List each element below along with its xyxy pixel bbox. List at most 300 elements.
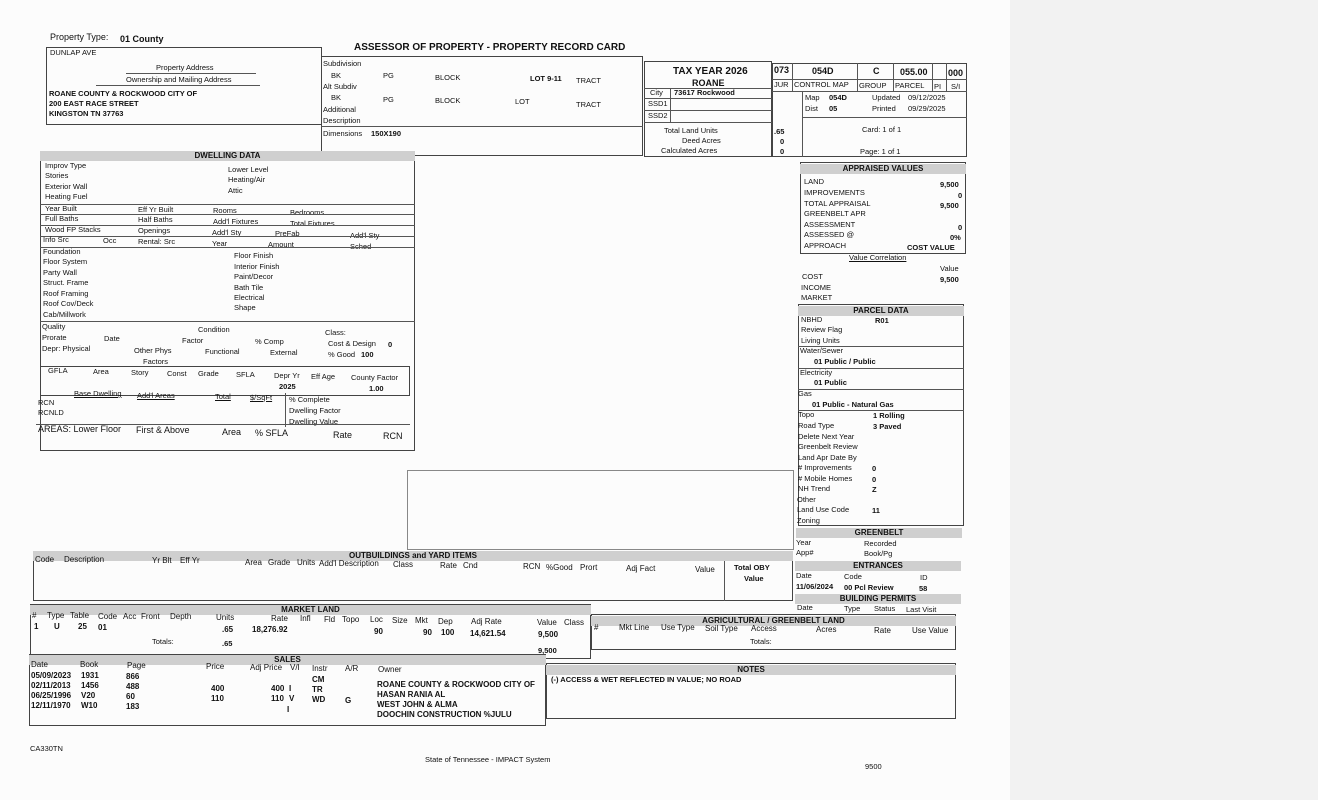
card-title: ASSESSOR OF PROPERTY - PROPERTY RECORD CARD — [354, 42, 626, 53]
parcel-electricity-label: Electricity — [800, 368, 833, 377]
dw-class: Class: — [325, 328, 346, 337]
dw-date: Date — [104, 334, 120, 343]
updated-label: Updated — [872, 93, 901, 102]
dw-cost-design: Cost & Design — [328, 339, 376, 348]
bh-sqft: $/SqFt — [250, 393, 273, 402]
dw-roof-cov: Roof Cov/Deck — [43, 299, 94, 308]
greenbelt-app: App# — [796, 548, 814, 557]
sales-adj-price: 110 — [271, 694, 284, 703]
owner-line-2: 200 EAST RACE STREET — [49, 99, 139, 108]
deed-acres-value: 0 — [780, 137, 785, 146]
parcel-improvements-label: # Improvements — [798, 463, 852, 472]
sales-title: SALES — [29, 655, 546, 665]
parcel-topo-label: Topo — [798, 410, 815, 419]
ml-h-loc: Loc — [370, 615, 383, 624]
parcel-nh-label: NH Trend — [798, 484, 831, 493]
property-address-label: Property Address — [156, 63, 214, 72]
ssd1-label: SSD1 — [648, 99, 668, 108]
ag-h-rate: Rate — [874, 626, 891, 635]
ml-dep: 100 — [441, 628, 455, 637]
dw-factor: Factor — [182, 336, 204, 345]
tract-label-2: TRACT — [576, 100, 601, 109]
sales-owner: DOOCHIN CONSTRUCTION %JULU — [377, 710, 512, 719]
appr-greenbelt-label: GREENBELT APR — [804, 209, 866, 218]
ml-num: 1 — [34, 622, 39, 631]
dw-pct-good: % Good — [328, 350, 356, 359]
ml-units: .65 — [222, 625, 234, 634]
corr-value-header: Value — [940, 264, 959, 273]
map-value: 054D — [829, 93, 847, 102]
ownership-label: Ownership and Mailing Address — [126, 75, 232, 84]
ml-h-value: Value — [537, 618, 557, 627]
ob-grade: Grade — [268, 558, 291, 567]
footer-code: 9500 — [865, 762, 882, 771]
appr-land-label: LAND — [804, 177, 825, 186]
dw-rental-src: Rental: Src — [138, 237, 176, 246]
permits-type: Type — [844, 604, 861, 613]
appr-assessment-value: 0 — [958, 223, 963, 232]
sales-h-owner: Owner — [378, 665, 402, 674]
ag-h-acres: Acres — [816, 625, 837, 634]
fh-area: Area — [93, 367, 109, 376]
sales-owner: HASAN RANIA AL — [377, 690, 446, 699]
sales-h-instr: Instr — [312, 664, 328, 673]
dw-addl-sty-2: Add'l Sty — [350, 231, 380, 240]
parcel-improvements-value: 0 — [872, 464, 877, 473]
parcel-title: PARCEL DATA — [798, 306, 964, 316]
dist-value: 05 — [829, 104, 838, 113]
dw-rcnld: RCNLD — [38, 408, 64, 417]
ml-h-depth: Depth — [170, 612, 192, 621]
dw-paint-decor: Paint/Decor — [234, 272, 274, 281]
dwelling-title: DWELLING DATA — [40, 151, 415, 161]
calc-acres-label: Calculated Acres — [661, 146, 718, 155]
sales-book: 1931 — [81, 671, 99, 680]
parcel-nbhd-label: NBHD — [801, 315, 823, 324]
ag-h-mkt-line: Mkt Line — [619, 623, 650, 632]
ob-units: Units — [297, 558, 316, 567]
dw-shape: Shape — [234, 303, 256, 312]
dist-label: Dist — [805, 104, 818, 113]
street-name: DUNLAP AVE — [50, 48, 97, 57]
additional-label: Additional — [323, 105, 356, 114]
parcel-electricity-value: 01 Public — [814, 378, 847, 387]
pg-label-2: PG — [383, 95, 394, 104]
ob-rcn: RCN — [523, 562, 541, 571]
sales-h-page: Page — [127, 661, 146, 670]
corr-cost-value: 9,500 — [940, 275, 959, 284]
ob-description: Description — [64, 555, 105, 564]
scan-margin — [1010, 0, 1318, 800]
sales-book: V20 — [81, 691, 96, 700]
parcel-nbhd-value: R01 — [875, 316, 889, 325]
ml-rate: 18,276.92 — [252, 625, 288, 634]
dw-bath-tile: Bath Tile — [234, 283, 264, 292]
dw-floor-finish: Floor Finish — [234, 251, 274, 260]
permits-title: BUILDING PERMITS — [795, 594, 961, 604]
dw-eff-yr-built: Eff Yr Built — [138, 205, 174, 214]
ml-h-class: Class — [564, 618, 585, 627]
dwelling-box — [40, 151, 415, 451]
parcel-water-value: 01 Public / Public — [814, 357, 876, 366]
areas-first-above: First & Above — [136, 425, 190, 435]
appr-assessed-value: 0% — [950, 233, 961, 242]
dw-prefab: PreFab — [275, 229, 300, 238]
areas-rcn: RCN — [383, 431, 403, 441]
property-type-value: 01 County — [120, 34, 164, 44]
subdivision-label: Subdivision — [323, 59, 362, 68]
appr-total-label: TOTAL APPRAISAL — [804, 199, 871, 208]
ag-h-soil-type: Soil Type — [705, 624, 738, 633]
parcel-gas-label: Gas — [798, 389, 812, 398]
page-count: Page: 1 of 1 — [860, 147, 901, 156]
tax-year: TAX YEAR 2026 — [673, 66, 748, 77]
sales-owner: WEST JOHN & ALMA — [377, 700, 458, 709]
sales-page: 488 — [126, 682, 140, 691]
ob-value: Value — [695, 565, 715, 574]
owner-line-1: ROANE COUNTY & ROCKWOOD CITY OF — [49, 89, 198, 98]
parcel-delete-next-year: Delete Next Year — [798, 432, 855, 441]
map-label: Map — [805, 93, 820, 102]
dw-improv-type: Improv Type — [45, 161, 87, 170]
sales-page: 60 — [126, 692, 135, 701]
appr-assessed-label: ASSESSED @ — [804, 230, 855, 239]
notes-title: NOTES — [546, 665, 956, 675]
ml-h-adj-rate: Adj Rate — [471, 617, 502, 626]
value-correlation-label: Value Correlation — [849, 253, 907, 262]
ml-mkt: 90 — [423, 628, 432, 637]
block-label-2: BLOCK — [435, 96, 461, 105]
sales-owner: ROANE COUNTY & ROCKWOOD CITY OF — [377, 680, 535, 689]
dw-depr-physical: Depr: Physical — [42, 344, 91, 353]
parcel-other: Other — [797, 495, 816, 504]
parcel-road-label: Road Type — [798, 421, 835, 430]
dw-pct-good-value: 100 — [361, 350, 374, 359]
ml-code: 01 — [98, 623, 107, 632]
parcel-living-units: Living Units — [801, 336, 840, 345]
areas-pct-sfla: % SFLA — [255, 428, 289, 438]
sales-date: 05/09/2023 — [31, 671, 72, 680]
printed-value: 09/29/2025 — [908, 104, 946, 113]
alt-subdiv-label: Alt Subdiv — [323, 82, 357, 91]
control-map-value: 054D — [812, 66, 834, 76]
parcel-value: 055.00 — [900, 67, 928, 77]
bk-label-1: BK — [331, 71, 342, 80]
dw-year-built: Year Built — [45, 204, 77, 213]
entrance-id: 58 — [919, 584, 928, 593]
fh-county-factor: County Factor — [351, 373, 399, 382]
ag-h-access: Access — [751, 624, 777, 633]
dw-sched: Sched — [350, 242, 372, 251]
jur-value: 073 — [774, 65, 790, 75]
ml-h-topo: Topo — [342, 615, 360, 624]
ag-h-use-value: Use Value — [912, 626, 949, 635]
pi-header: PI — [934, 82, 942, 91]
description-label: Description — [323, 116, 361, 125]
sales-date: 06/25/1996 — [31, 691, 72, 700]
dw-pct-complete: % Complete — [289, 395, 330, 404]
greenbelt-recorded: Recorded — [864, 539, 897, 548]
dimensions-value: 150X190 — [371, 129, 402, 138]
dw-condition: Condition — [198, 325, 230, 334]
sales-page: 183 — [126, 702, 140, 711]
pi-value: 000 — [948, 68, 964, 78]
sales-h-ar: A/R — [345, 664, 359, 673]
bk-label-2: BK — [331, 93, 342, 102]
ob-pct-good: %Good — [546, 563, 573, 572]
lot-label-1: LOT 9-11 — [530, 74, 562, 83]
city-label: City — [650, 88, 663, 97]
dw-external: External — [270, 348, 298, 357]
total-land-units-value: .65 — [774, 127, 785, 136]
entrance-code: 00 Pcl Review — [844, 583, 894, 592]
ob-yr-blt: Yr Blt — [152, 556, 172, 565]
updated-value: 09/12/2025 — [908, 93, 946, 102]
entrances-id-header: ID — [920, 573, 928, 582]
parcel-land-use-label: Land Use Code — [797, 505, 850, 514]
appr-approach-label: APPROACH — [804, 241, 847, 250]
parcel-zoning: Zoning — [797, 516, 820, 525]
sales-price: 400 — [211, 684, 225, 693]
control-map-header: CONTROL MAP — [794, 80, 849, 89]
fh-grade: Grade — [198, 369, 219, 378]
dw-lower-level: Lower Level — [228, 165, 269, 174]
ml-value: 9,500 — [538, 630, 559, 639]
ob-adj-fact: Adj Fact — [626, 564, 656, 573]
ml-h-table: Table — [70, 611, 90, 620]
dw-heating-fuel: Heating Fuel — [45, 192, 88, 201]
dimensions-label: Dimensions — [323, 129, 363, 138]
ml-h-size: Size — [392, 616, 408, 625]
ml-h-mkt: Mkt — [415, 616, 428, 625]
dw-info-src: Info Src — [43, 235, 69, 244]
dw-stories: Stories — [45, 171, 69, 180]
dw-electrical: Electrical — [234, 293, 265, 302]
ob-class: Class — [393, 560, 414, 569]
fh-story: Story — [131, 368, 149, 377]
areas-lower-floor: AREAS: Lower Floor — [38, 424, 122, 434]
market-land-title: MARKET LAND — [30, 605, 591, 615]
appr-improvements-value: 0 — [958, 191, 963, 200]
tract-label-1: TRACT — [576, 76, 601, 85]
appr-improvements-label: IMPROVEMENTS — [804, 188, 865, 197]
dw-addl-fixtures: Add'l Fixtures — [213, 217, 259, 226]
fh-county-factor-value: 1.00 — [369, 384, 384, 393]
notes-text: (-) ACCESS & WET REFLECTED IN VALUE; NO ROAD — [551, 675, 742, 684]
sales-h-adj-price: Adj Price — [250, 663, 283, 672]
dw-party-wall: Party Wall — [43, 268, 77, 277]
dw-pct-comp: % Comp — [255, 337, 284, 346]
sales-instr: TR — [312, 685, 323, 694]
block-label-1: BLOCK — [435, 73, 461, 82]
dw-heating-air: Heating/Air — [228, 175, 266, 184]
dw-year: Year — [212, 239, 228, 248]
sales-vi: I — [287, 705, 290, 714]
dw-dwelling-value: Dwelling Value — [289, 417, 339, 426]
sketch-box — [407, 470, 794, 550]
dw-occ: Occ — [103, 236, 117, 245]
sales-vi: I — [289, 684, 292, 693]
sales-book: W10 — [81, 701, 98, 710]
ag-land-title: AGRICULTURAL / GREENBELT LAND — [591, 616, 956, 626]
appr-approach-value: COST VALUE — [907, 243, 955, 252]
ag-h-use-type: Use Type — [661, 623, 695, 632]
group-header: GROUP — [859, 81, 887, 90]
ob-cnd: Cnd — [463, 561, 478, 570]
jur-header: JUR — [774, 80, 789, 89]
dw-openings: Openings — [138, 226, 171, 235]
ml-adj-rate: 14,621.54 — [470, 629, 506, 638]
ml-table: 25 — [78, 622, 87, 631]
parcel-header: PARCEL — [895, 81, 925, 90]
corr-income-label: INCOME — [801, 283, 831, 292]
fh-eff-age: Eff Age — [311, 372, 336, 381]
greenbelt-bookpg: Book/Pg — [864, 549, 893, 558]
dw-total-fixtures: Total Fixtures — [290, 219, 335, 228]
county-name: ROANE — [692, 78, 725, 88]
entrances-date-header: Date — [796, 571, 812, 580]
dw-interior-finish: Interior Finish — [234, 262, 280, 271]
dw-prorate: Prorate — [42, 333, 67, 342]
total-land-units-label: Total Land Units — [664, 126, 718, 135]
corr-cost-label: COST — [802, 272, 823, 281]
ag-totals: Totals: — [750, 637, 772, 646]
sales-page: 866 — [126, 672, 140, 681]
dw-full-baths: Full Baths — [45, 214, 79, 223]
dw-attic: Attic — [228, 186, 243, 195]
ob-addl-description: Add'l Description — [319, 559, 379, 568]
dw-factors: Factors — [143, 357, 169, 366]
sales-h-book: Book — [80, 660, 99, 669]
si-header: S/I — [951, 82, 961, 91]
dw-cab-millwork: Cab/Millwork — [43, 310, 86, 319]
ob-eff-yr: Eff Yr — [180, 556, 200, 565]
appr-total-value: 9,500 — [940, 201, 959, 210]
dw-addl-sty-1: Add'l Sty — [212, 228, 242, 237]
permits-date: Date — [797, 603, 813, 612]
form-code: CA330TN — [30, 744, 63, 753]
fh-depr-yr-value: 2025 — [279, 382, 296, 391]
ml-h-front: Front — [141, 612, 160, 621]
ml-h-num: # — [32, 611, 37, 620]
sales-price: 110 — [211, 694, 224, 703]
greenbelt-title: GREENBELT — [796, 528, 962, 538]
ml-h-infl: Infl — [300, 614, 311, 623]
dw-amount: Amount — [268, 240, 294, 249]
property-type-label: Property Type: — [50, 32, 109, 42]
dw-bedrooms: Bedrooms — [290, 208, 325, 217]
ml-h-dep: Dep — [438, 617, 453, 626]
group-value: C — [873, 66, 880, 76]
parcel-water-label: Water/Sewer — [800, 346, 844, 355]
parcel-road-value: 3 Paved — [873, 422, 902, 431]
fh-sfla: SFLA — [236, 370, 255, 379]
ob-code: Code — [35, 555, 55, 564]
total-oby-value-label: Value — [744, 574, 764, 583]
parcel-mobile-label: # Mobile Homes — [798, 474, 853, 483]
dw-struct-frame: Struct. Frame — [43, 278, 89, 287]
appraised-title: APPRAISED VALUES — [800, 164, 966, 174]
bh-addl-areas: Add'l Areas — [137, 391, 175, 400]
parcel-land-use-value: 11 — [872, 506, 880, 515]
corr-market-label: MARKET — [801, 293, 833, 302]
entrance-date: 11/06/2024 — [796, 582, 834, 591]
parcel-mobile-value: 0 — [872, 475, 877, 484]
ml-h-type: Type — [47, 611, 65, 620]
ml-h-code: Code — [98, 612, 118, 621]
bh-base-dwelling: Base Dwelling — [74, 389, 122, 398]
ml-h-fld: Fld — [324, 615, 336, 624]
sales-h-price: Price — [206, 662, 225, 671]
entrances-title: ENTRANCES — [795, 561, 961, 571]
ml-h-units: Units — [216, 613, 235, 622]
dw-half-baths: Half Baths — [138, 215, 173, 224]
ob-prort: Prort — [580, 563, 598, 572]
dw-dwelling-factor: Dwelling Factor — [289, 406, 341, 415]
dw-cost-design-value: 0 — [388, 340, 393, 349]
fh-gfla: GFLA — [48, 366, 68, 375]
parcel-greenbelt-review: Greenbelt Review — [798, 442, 858, 451]
owner-line-3: KINGSTON TN 37763 — [49, 109, 124, 118]
sales-instr: CM — [312, 675, 325, 684]
lot-label-2: LOT — [515, 97, 530, 106]
sales-h-date: Date — [31, 660, 48, 669]
city-value: 73617 Rockwood — [674, 88, 735, 97]
system-name: State of Tennessee - IMPACT System — [425, 755, 551, 764]
dw-roof-framing: Roof Framing — [43, 289, 89, 298]
areas-area: Area — [222, 427, 242, 437]
entrances-code-header: Code — [844, 572, 862, 581]
calc-acres-value: 0 — [780, 147, 785, 156]
sales-date: 02/11/2013 — [31, 681, 71, 690]
sales-vi: V — [289, 694, 295, 703]
appr-assessment-label: ASSESSMENT — [804, 220, 856, 229]
sales-adj-price: 400 — [271, 684, 285, 693]
ml-h-acc: Acc — [123, 612, 137, 621]
parcel-nh-value: Z — [872, 485, 877, 494]
permits-status: Status — [874, 604, 896, 613]
ssd2-label: SSD2 — [648, 111, 668, 120]
card-count: Card: 1 of 1 — [862, 125, 902, 134]
bh-total: Total — [215, 392, 231, 401]
deed-acres-label: Deed Acres — [682, 136, 721, 145]
printed-label: Printed — [872, 104, 896, 113]
sales-ar: G — [345, 696, 352, 705]
sales-book: 1456 — [81, 681, 99, 690]
total-oby-label: Total OBY — [734, 563, 770, 572]
fh-depr-yr: Depr Yr — [274, 371, 300, 380]
areas-rate: Rate — [333, 430, 353, 440]
sales-h-vi: V/I — [290, 663, 300, 672]
dw-wood-fp: Wood FP Stacks — [45, 225, 101, 234]
dw-other-phys: Other Phys — [134, 346, 172, 355]
ml-totals-value: 9,500 — [538, 646, 557, 655]
ml-h-rate: Rate — [271, 614, 288, 623]
pg-label-1: PG — [383, 71, 394, 80]
appr-land-value: 9,500 — [940, 180, 959, 189]
ml-loc: 90 — [374, 627, 383, 636]
dw-quality: Quality — [42, 322, 66, 331]
permits-last-visit: Last Visit — [906, 605, 937, 614]
outbuildings-title: OUTBUILDINGS and YARD ITEMS — [33, 551, 793, 561]
parcel-topo-value: 1 Rolling — [873, 411, 905, 420]
parcel-gas-value: 01 Public - Natural Gas — [812, 400, 894, 409]
ml-totals-units: .65 — [222, 639, 233, 648]
greenbelt-year: Year — [796, 538, 812, 547]
ag-h-num: # — [594, 623, 599, 632]
sales-instr: WD — [312, 695, 326, 704]
ob-area: Area — [245, 558, 262, 567]
